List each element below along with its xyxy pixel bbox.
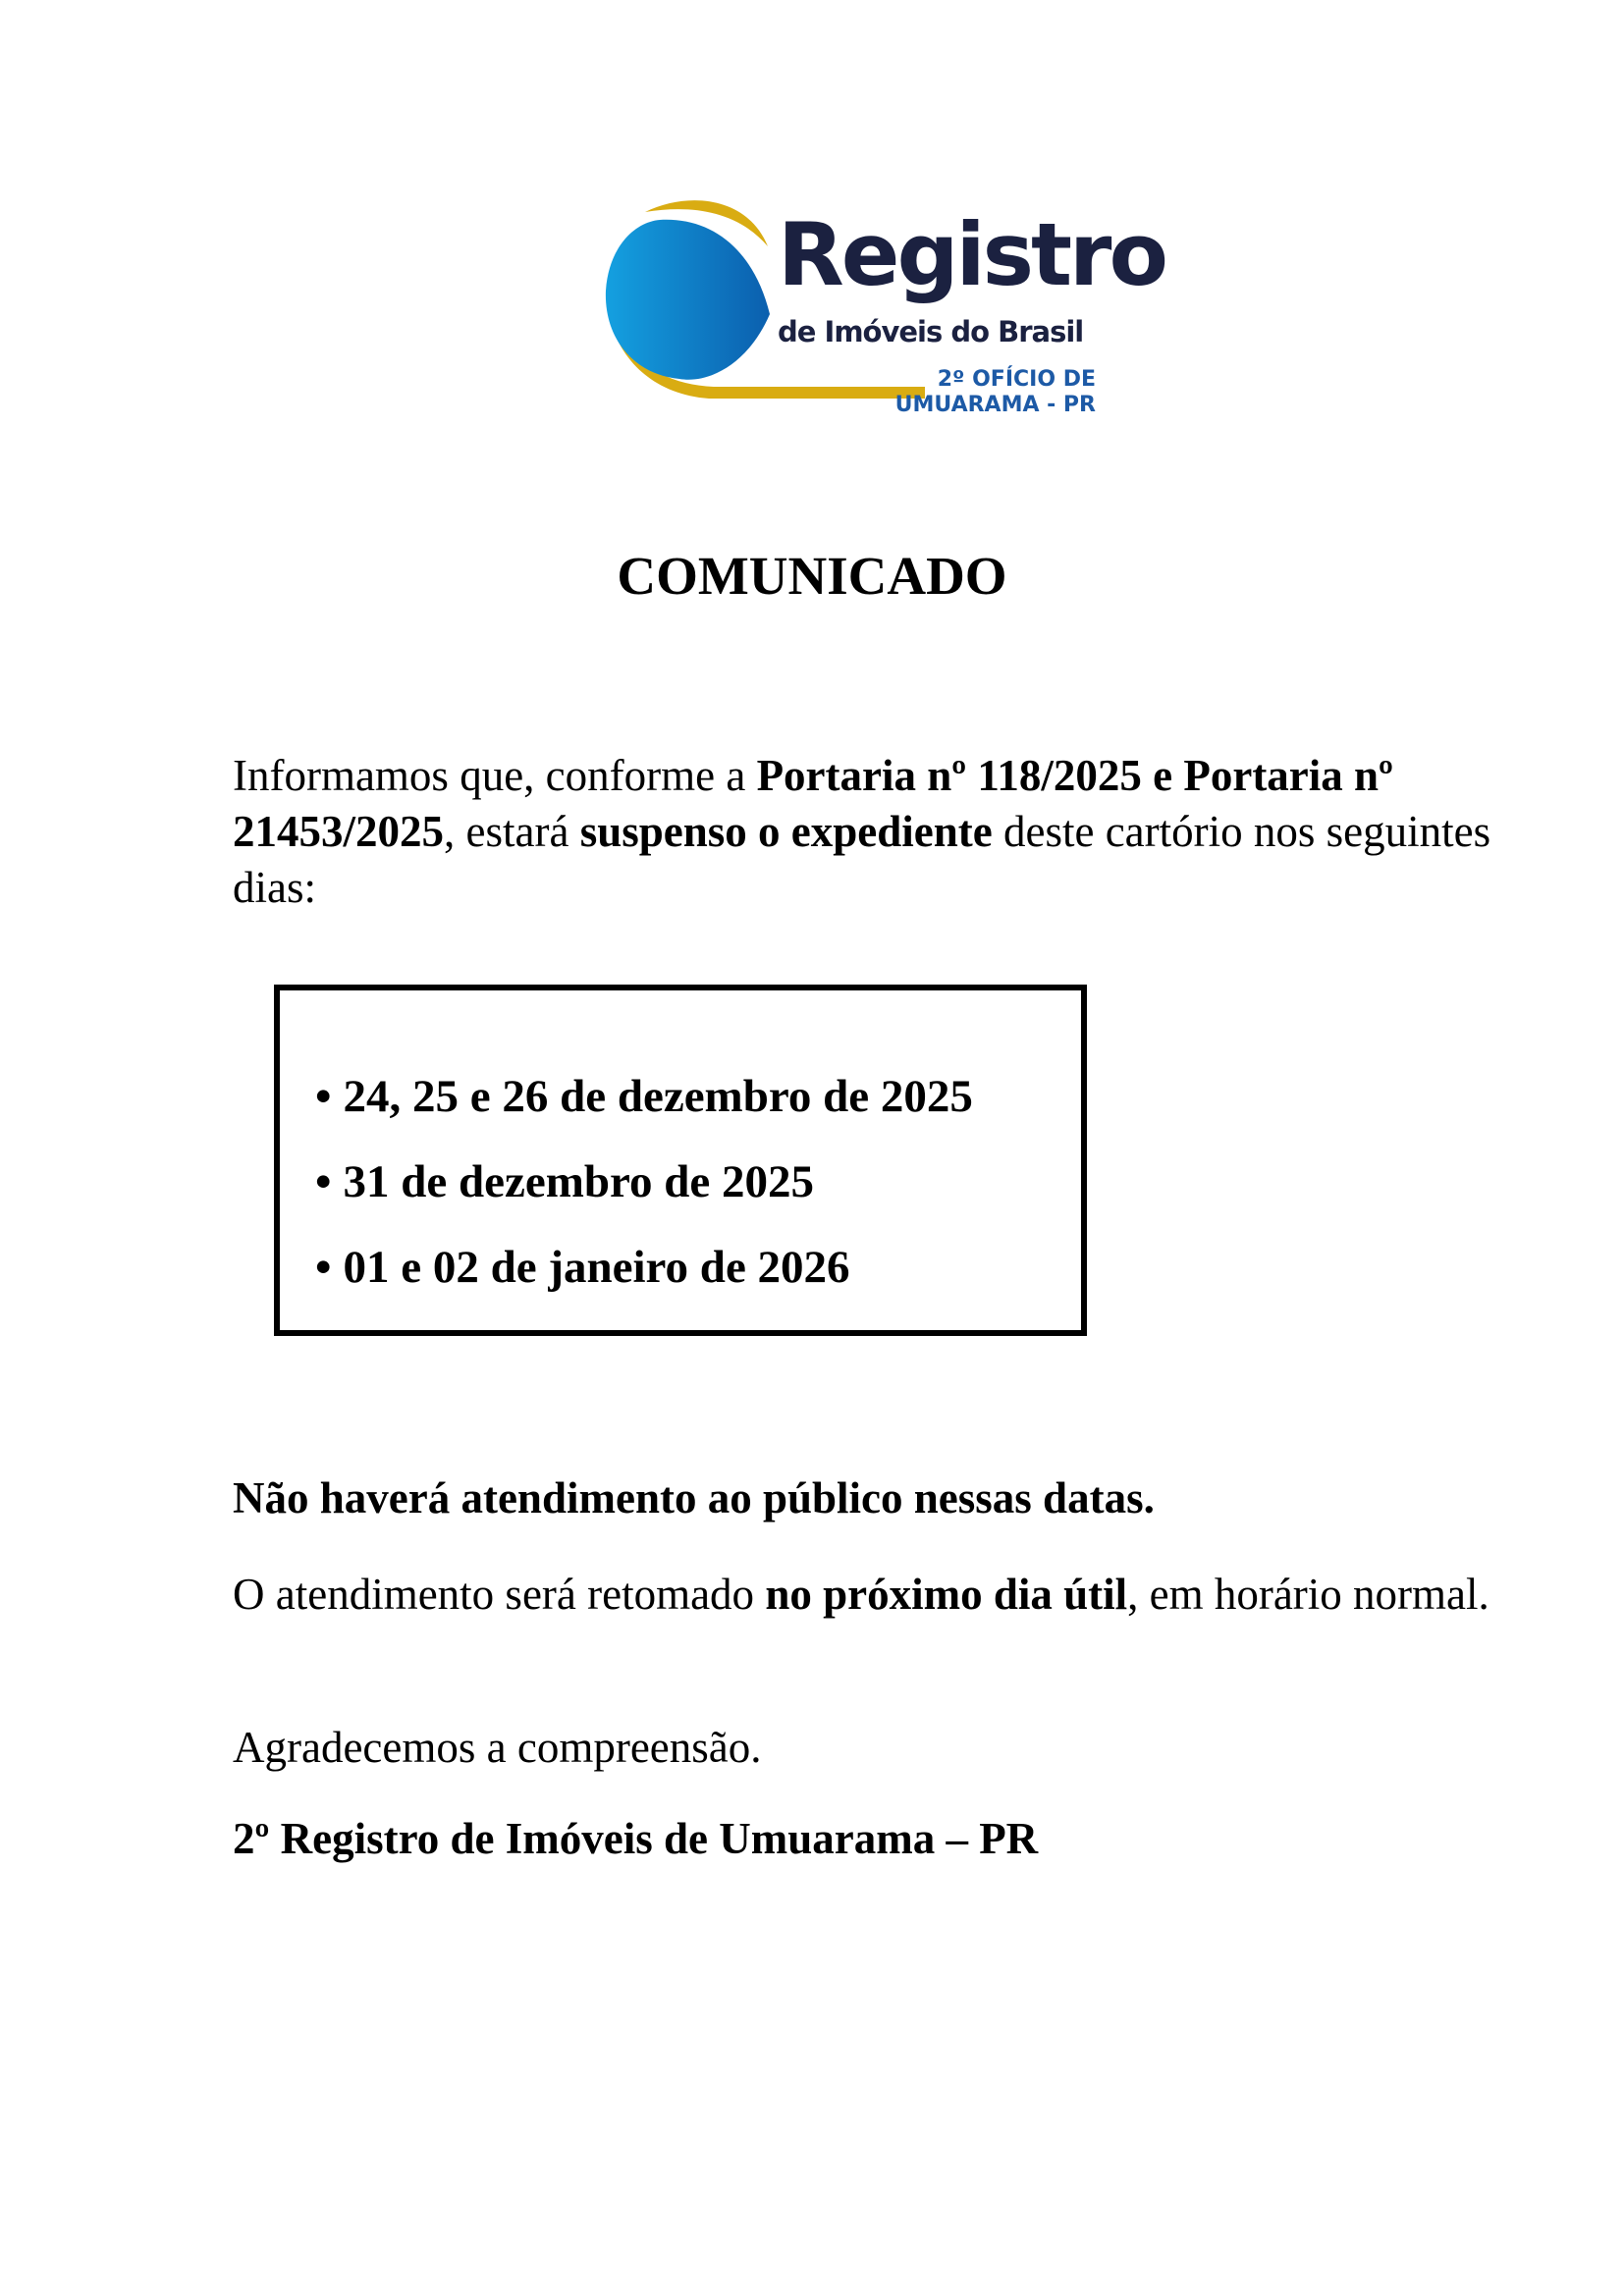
resume-text-1: O atendimento será retomado [233,1570,766,1619]
document-title: COMUNICADO [617,546,1007,606]
logo-office-line2: UMUARAMA - PR [894,393,1096,417]
logo-sub-text: de Imóveis do Brasil [778,315,1084,348]
resume-paragraph [233,1567,1499,1623]
dates-list [315,1054,973,1310]
bullet-icon: • [315,1242,332,1293]
dates-box [274,985,1087,1336]
bullet-icon: • [315,1071,332,1122]
intro-paragraph [233,748,1499,916]
intro-suspension: suspenso o expediente [579,807,993,856]
date-item [315,1140,973,1225]
resume-text-2: , em horário normal. [1127,1570,1489,1619]
date-item [315,1054,973,1140]
date-text: 31 de dezembro de 2025 [343,1156,814,1207]
logo [601,192,1165,428]
resume-next-business-day: no próximo dia útil [765,1570,1128,1619]
logo-office-text [895,367,1096,418]
logo-blue-drop [606,220,770,380]
date-text: 24, 25 e 26 de dezembro de 2025 [343,1071,973,1122]
intro-text-1: Informamos que, conforme a [233,751,757,800]
intro-text-3: deste cartório nos seguintes dias: [233,807,1491,912]
date-item [315,1225,973,1310]
date-text: 01 e 02 de janeiro de 2026 [343,1242,850,1293]
no-service-notice: Não haverá atendimento ao público nessas datas. [233,1473,1155,1522]
intro-text-2: , estará [444,807,580,856]
thanks-text: Agradecemos a compreensão. [233,1723,762,1772]
logo-main-text: Registro [778,204,1165,305]
intro-portarias: Portaria nº 118/2025 e Portaria nº 21453/2025 [233,751,1393,856]
bullet-icon: • [315,1156,332,1207]
signature: 2º Registro de Imóveis de Umuarama – PR [233,1814,1039,1863]
logo-office-line1: 2º OFÍCIO DE [937,367,1096,392]
